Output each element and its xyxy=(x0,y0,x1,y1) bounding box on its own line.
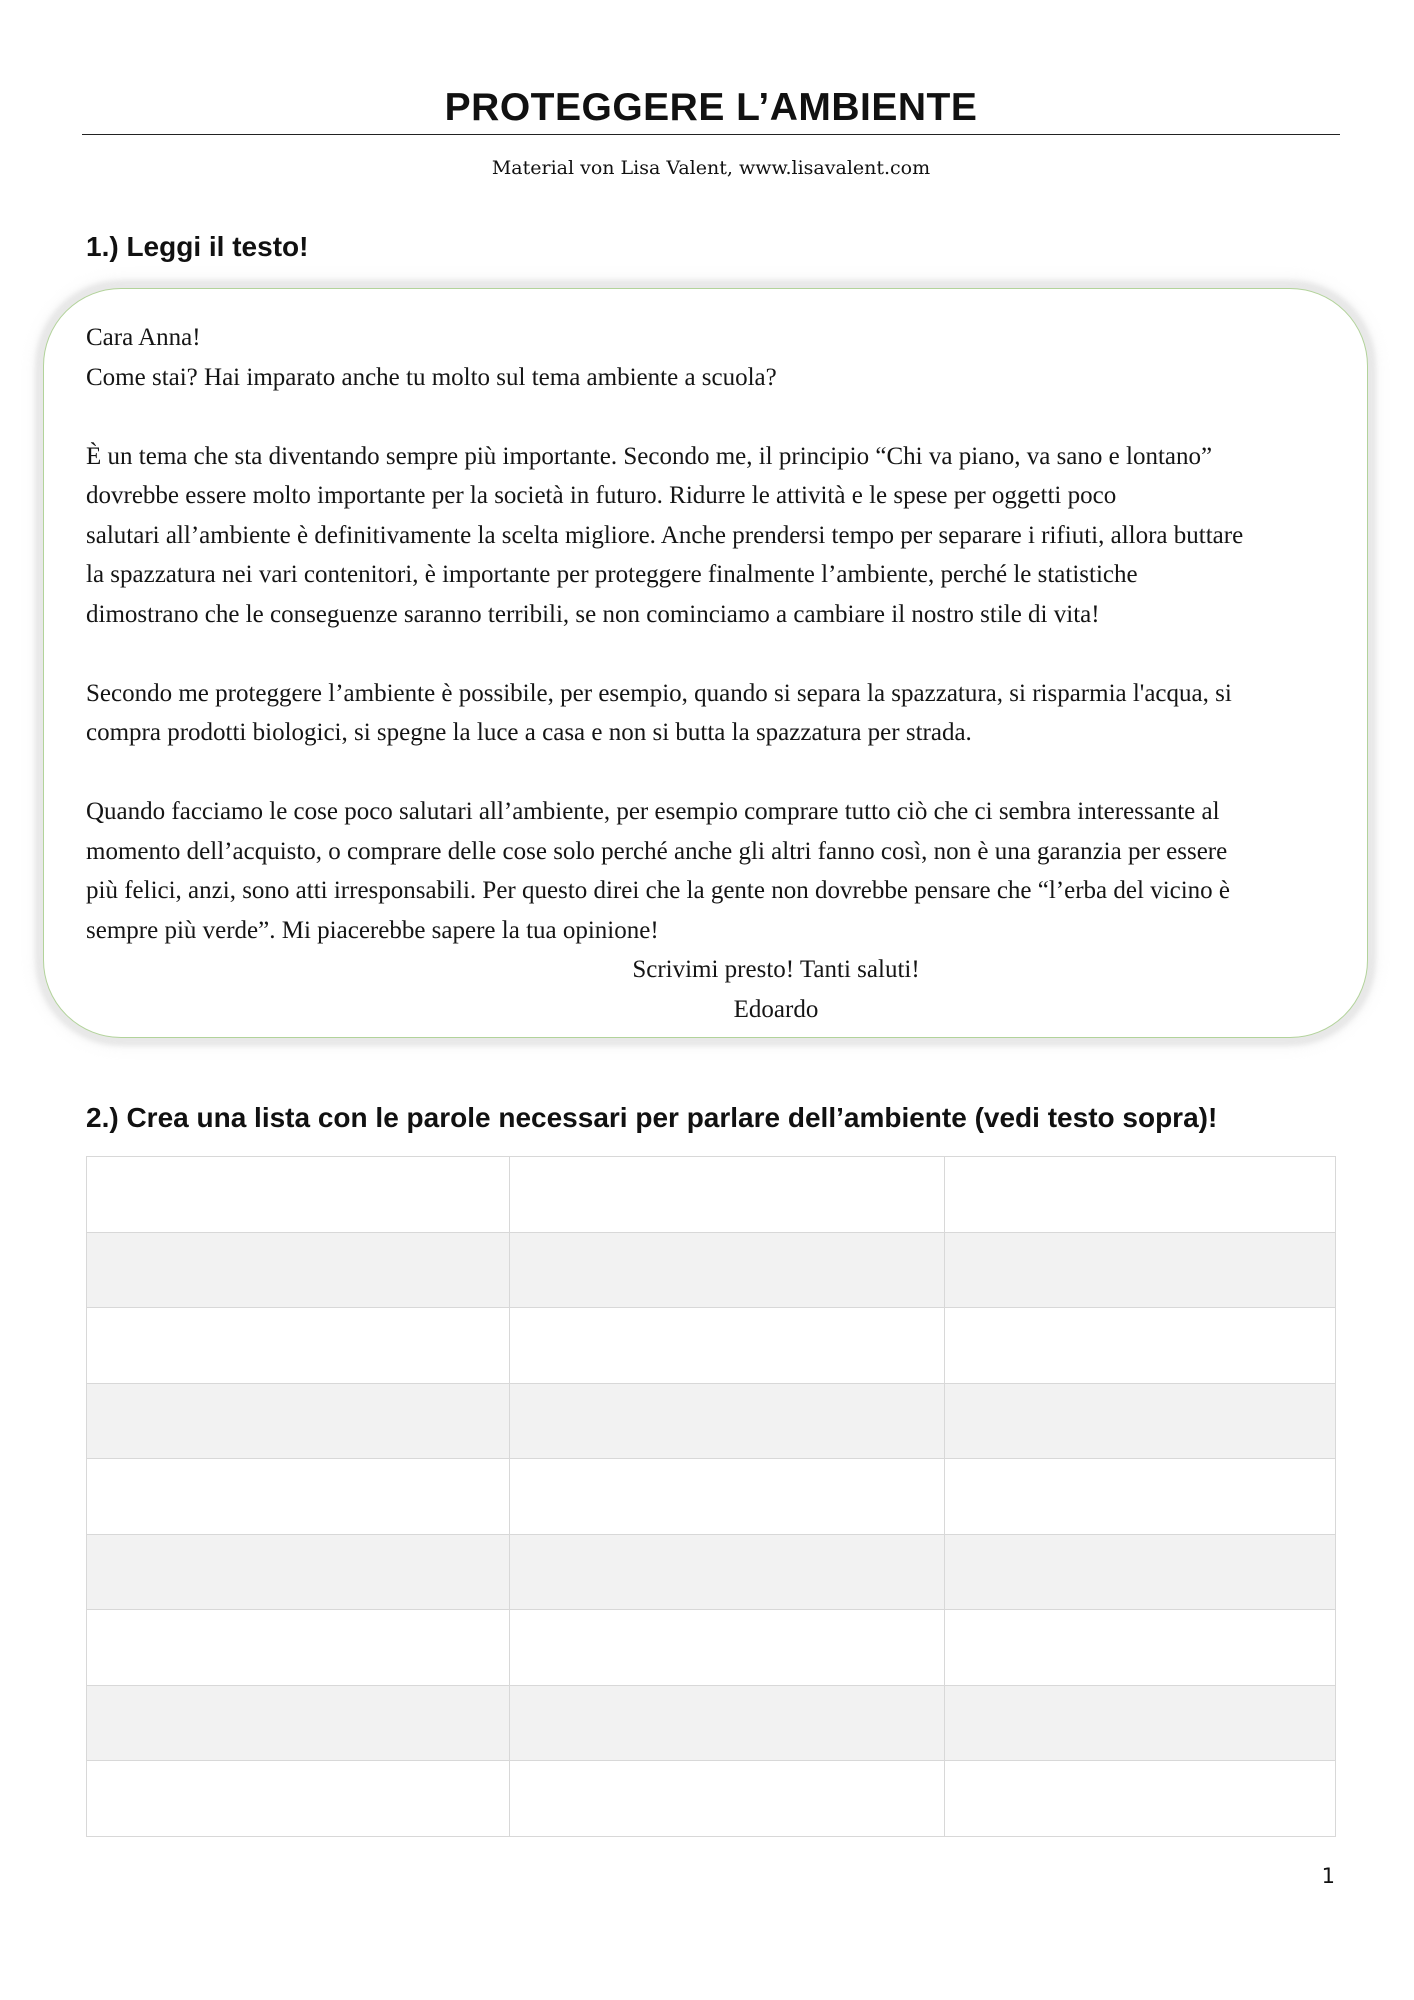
table-cell[interactable] xyxy=(87,1157,510,1233)
table-cell[interactable] xyxy=(510,1610,945,1686)
table-cell[interactable] xyxy=(945,1383,1336,1459)
table-cell[interactable] xyxy=(945,1534,1336,1610)
table-row xyxy=(87,1232,1336,1308)
table-row xyxy=(87,1157,1336,1233)
letter-line: Secondo me proteggere l’ambiente è possibile, per esempio, quando si separa la spazzatura, si risparmia l'acqua, si xyxy=(86,679,1232,707)
table-cell[interactable] xyxy=(945,1610,1336,1686)
vocabulary-table xyxy=(86,1156,1336,1837)
page-number: 1 xyxy=(1321,1864,1335,1888)
paragraph-spacer xyxy=(86,753,1346,793)
table-cell[interactable] xyxy=(945,1157,1336,1233)
letter-line: dimostrano che le conseguenze saranno terribili, se non cominciamo a cambiare il nostro stile di vita! xyxy=(86,600,1100,628)
table-row xyxy=(87,1610,1336,1686)
letter-line: dovrebbe essere molto importante per la società in futuro. Ridurre le attività e le spese per oggetti poco xyxy=(86,482,1117,509)
table-cell[interactable] xyxy=(87,1383,510,1459)
table-row xyxy=(87,1383,1336,1459)
paragraph-spacer xyxy=(86,397,1346,437)
table-cell[interactable] xyxy=(87,1232,510,1308)
exercise-2-heading: 2.) Crea una lista con le parole necessari per parlare dell’ambiente (vedi testo sopra)! xyxy=(86,1102,1218,1133)
table-cell[interactable] xyxy=(945,1761,1336,1837)
table-row xyxy=(87,1459,1336,1535)
letter-text xyxy=(86,318,1346,1029)
letter-line: più felici, anzi, sono atti irresponsabili. Per questo direi che la gente non dovrebbe pensare che “l’erba del vicino è xyxy=(86,877,1231,904)
table-cell[interactable] xyxy=(510,1308,945,1384)
table-row xyxy=(87,1308,1336,1384)
title-divider xyxy=(82,134,1340,135)
letter-line: Quando facciamo le cose poco salutari all’ambiente, per esempio comprare tutto ciò che ci sembra interessante al xyxy=(86,798,1220,825)
letter-line: momento dell’acquisto, o comprare delle cose solo perché anche gli altri fanno così, non è una garanzia per essere xyxy=(86,837,1228,865)
table-cell[interactable] xyxy=(87,1308,510,1384)
author-credit: Material von Lisa Valent, www.lisavalent.com xyxy=(491,157,931,179)
table-cell[interactable] xyxy=(510,1232,945,1308)
letter-signature: Edoardo xyxy=(733,995,819,1023)
table-cell[interactable] xyxy=(510,1685,945,1761)
letter-closing: Scrivimi presto! Tanti saluti! xyxy=(632,956,920,983)
letter-line: È un tema che sta diventando sempre più importante. Secondo me, il principio “Chi va piano, va sano e lontano” xyxy=(86,442,1213,470)
letter-line: la spazzatura nei vari contenitori, è importante per proteggere finalmente l’ambiente, perché le statistiche xyxy=(86,561,1138,588)
table-cell[interactable] xyxy=(945,1232,1336,1308)
table-cell[interactable] xyxy=(945,1685,1336,1761)
table-cell[interactable] xyxy=(510,1459,945,1535)
letter-greeting: Cara Anna! xyxy=(86,324,201,351)
table-row xyxy=(87,1761,1336,1837)
table-cell[interactable] xyxy=(510,1761,945,1837)
table-cell[interactable] xyxy=(87,1459,510,1535)
table-row xyxy=(87,1534,1336,1610)
letter-line: salutari all’ambiente è definitivamente la scelta migliore. Anche prendersi tempo per separare i rifiuti, allora buttare xyxy=(86,521,1244,549)
letter-line: compra prodotti biologici, si spegne la luce a casa e non si butta la spazzatura per strada. xyxy=(86,719,972,746)
table-cell[interactable] xyxy=(510,1534,945,1610)
paragraph-spacer xyxy=(86,634,1346,674)
table-cell[interactable] xyxy=(945,1308,1336,1384)
letter-line: sempre più verde”. Mi piacerebbe sapere la tua opinione! xyxy=(86,916,659,944)
table-cell[interactable] xyxy=(87,1534,510,1610)
table-cell[interactable] xyxy=(87,1610,510,1686)
table-cell[interactable] xyxy=(510,1157,945,1233)
exercise-1-heading: 1.) Leggi il testo! xyxy=(86,231,309,262)
table-cell[interactable] xyxy=(87,1685,510,1761)
table-row xyxy=(87,1685,1336,1761)
page-title: PROTEGGERE L’AMBIENTE xyxy=(444,86,978,129)
table-cell[interactable] xyxy=(87,1761,510,1837)
table-cell[interactable] xyxy=(945,1459,1336,1535)
letter-line: Come stai? Hai imparato anche tu molto sul tema ambiente a scuola? xyxy=(86,363,777,391)
table-cell[interactable] xyxy=(510,1383,945,1459)
